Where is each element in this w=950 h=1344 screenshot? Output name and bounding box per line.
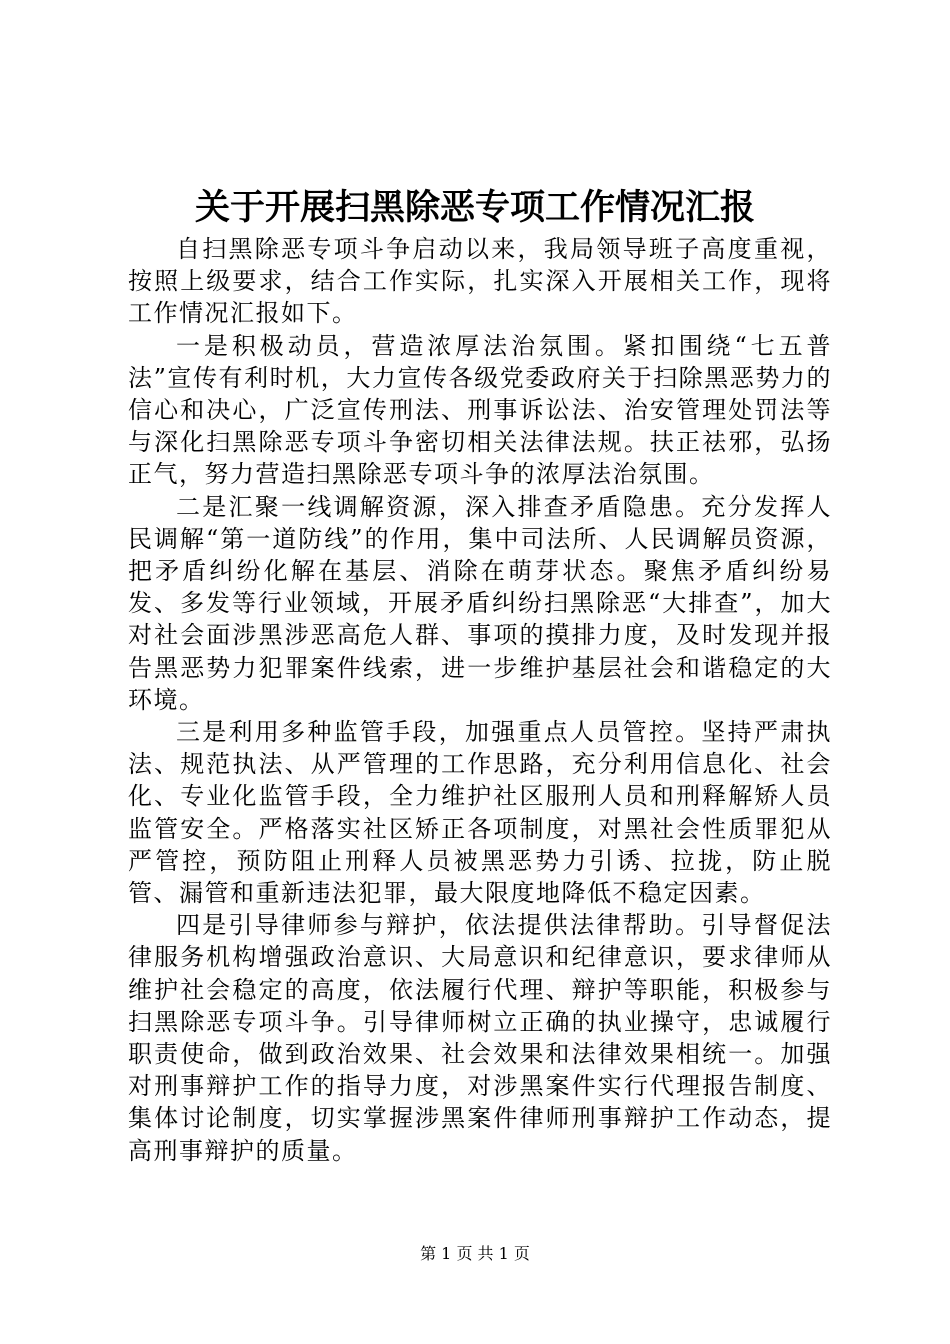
document-body	[128, 233, 832, 1167]
intro-paragraph: 自扫黑除恶专项斗争启动以来，我局领导班子高度重视，按照上级要求，结合工作实际，扎实深入开展相关工作，现将工作情况汇报如下。	[128, 235, 832, 328]
document-title: 关于开展扫黑除恶专项工作情况汇报	[194, 187, 755, 228]
point-one-paragraph: 一是积极动员，营造浓厚法治氛围。紧扣围绕“七五普法”宣传有利时机，大力宣传各级党委政府关于扫除黑恶势力的信心和决心，广泛宣传刑法、刑事诉讼法、治安管理处罚法等与深化扫黑除恶专项斗争密切相关法律法规。扶正祛邪，弘扬正气，努力营造扫黑除恶专项斗争的浓厚法治氛围。	[128, 331, 832, 489]
point-three-paragraph: 三是利用多种监管手段，加强重点人员管控。坚持严肃执法、规范执法、从严管理的工作思路，充分利用信息化、社会化、专业化监管手段，全力维护社区服刑人员和刑释解矫人员监管安全。严格落实社区矫正各项制度，对黑社会性质罪犯从严管控，预防阻止刑释人员被黑恶势力引诱、拉拢，防止脱管、漏管和重新违法犯罪，最大限度地降低不稳定因素。	[128, 718, 832, 908]
point-four-paragraph: 四是引导律师参与辩护，依法提供法律帮助。引导督促法律服务机构增强政治意识、大局意识和纪律意识，要求律师从维护社会稳定的高度，依法履行代理、辩护等职能，积极参与扫黑除恶专项斗争。引导律师树立正确的执业操守，忠诚履行职责使命，做到政治效果、社会效果和法律效果相统一。加强对刑事辩护工作的指导力度，对涉黑案件实行代理报告制度、集体讨论制度，切实掌握涉黑案件律师刑事辩护工作动态，提高刑事辩护的质量。	[128, 911, 832, 1165]
page-number-footer: 第 1 页 共 1 页	[420, 1244, 530, 1263]
point-two-paragraph: 二是汇聚一线调解资源，深入排查矛盾隐患。充分发挥人民调解“第一道防线”的作用，集中司法所、人民调解员资源，把矛盾纠纷化解在基层、消除在萌芽状态。聚焦矛盾纠纷易发、多发等行业领域，开展矛盾纠纷扫黑除恶“大排查”，加大对社会面涉黑涉恶高危人群、事项的摸排力度，及时发现并报告黑恶势力犯罪案件线索，进一步维护基层社会和谐稳定的大环境。	[128, 492, 832, 714]
